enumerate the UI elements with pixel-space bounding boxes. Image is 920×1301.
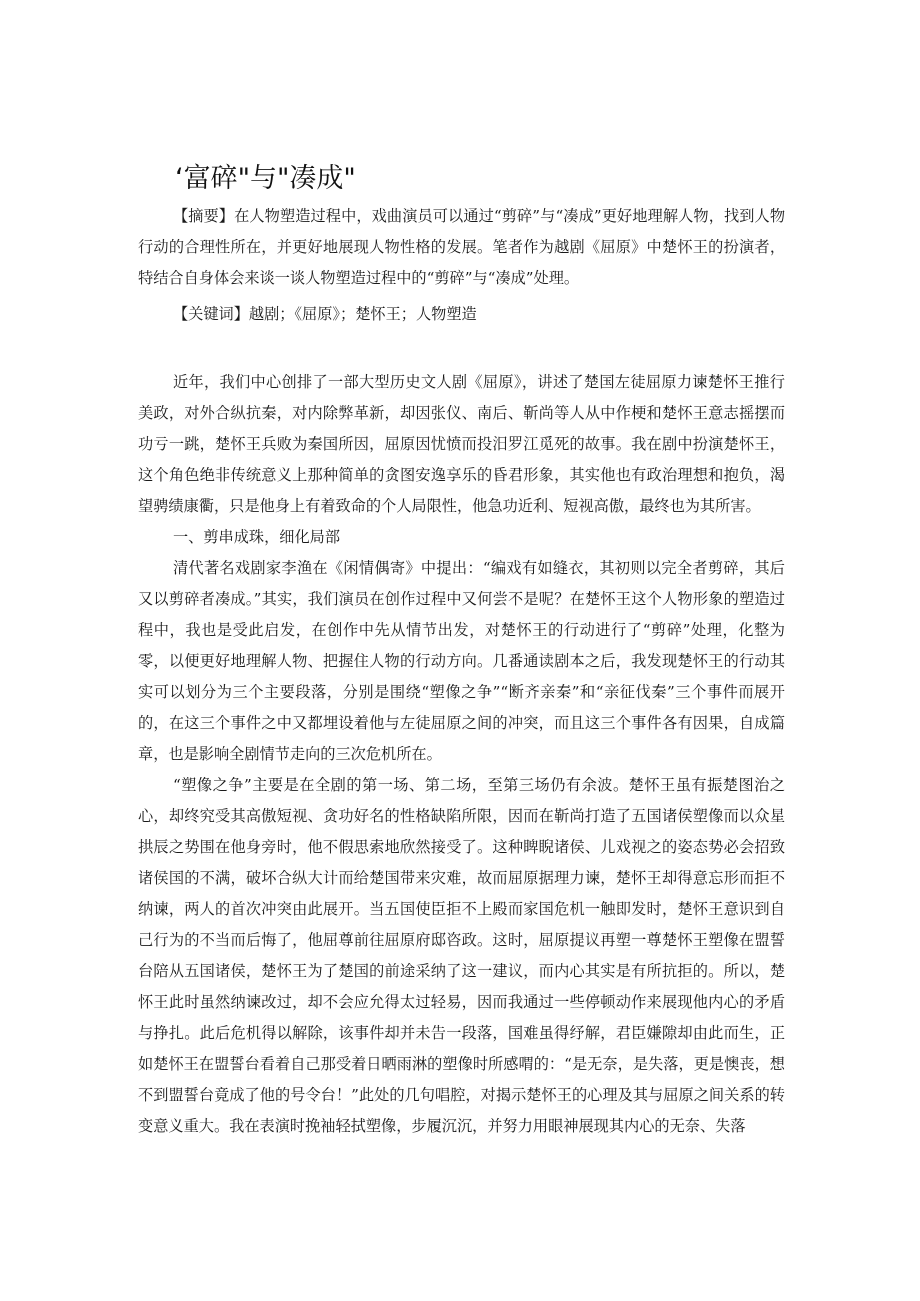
section-heading-1: 一、剪串成珠，细化局部 [172,528,341,546]
body-paragraph-statue: “塑像之争”主要是在全剧的第一场、第二场，至第三场仍有余波。楚怀王虽有振楚图治之心，却终究受其高傲短视、贪功好名的性格缺陷所限，因而在靳尚打造了五国诸侯塑像而以众星拱辰之势围在他身旁时，他不假思索地欣然接受了。这种睥睨诸侯、儿戏视之的姿态势必会招致诸侯国的不满，破坏合纵大计而给楚国带来灾难，故而屈原据理力谏，楚怀王却得意忘形而拒不纳谏，两人的首次冲突由此展开。当五国使臣拒不上殿而家国危机一触即发时，楚怀王意识到自己行为的不当而后悔了，他屈尊前往屈原府邸咨政。这时，屈原提议再塑一尊楚怀王塑像在盟誓台陪从五国诸侯，楚怀王为了楚国的前途采纳了这一建议，而内心其实是有所抗拒的。所以，楚怀王此时虽然纳谏改过，却不会应允得太过轻易，因而我通过一些停顿动作来展现他内心的矛盾与挣扎。此后危机得以解除，该事件却并未告一段落，国难虽得纾解，君臣嫌隙却由此而生，正如楚怀王在盟誓台看着自己那受着日晒雨淋的塑像时所感喟的：“是无奈，是失落，更是懊丧，想不到盟誓台竟成了他的号令台！”此处的几句唱腔，对揭示楚怀王的心理及其与屈原之间关系的转变意义重大。我在表演时挽袖轻拭塑像，步履沉沉，并努力用眼神展现其内心的无奈、失落 [138,776,785,1135]
abstract-section [138,201,785,294]
body-paragraph-intro: 近年，我们中心创排了一部大型历史文人剧《屈原》，讲述了楚国左徒屈原力谏楚怀王推行美政，对外合纵抗秦，对内除弊革新，却因张仪、南后、靳尚等人从中作梗和楚怀王意志摇摆而功亏一跳，楚怀王兵败为秦国所因，屈原因忧愤而投汨罗江觅死的故事。我在剧中扮演楚怀王，这个角色绝非传统意义上那种简单的贪图安逸享乐的昏君形象，其实他也有政治理想和抱负，渴望骋绩康衢，只是他身上有着致命的个人局限性，他急功近利、短视高傲，最终也为其所害。 [138,373,785,515]
main-body [138,367,785,1142]
abstract-label: 【摘要】 [172,207,235,225]
keywords-paragraph [138,299,785,330]
keywords-text: 越剧；《屈原》；楚怀王；人物塑造 [248,305,477,323]
keywords-label: 【关键词】 [172,305,249,323]
abstract-paragraph [138,201,785,294]
abstract-text: 在人物塑造过程中，戏曲演员可以通过“剪碎”与“凑成”更好地理解人物，找到人物行动的合理性所在，并更好地展现人物性格的发展。笔者作为越剧《屈原》中楚怀王的扮演者，特结合自身体会来谈一谈人物塑造过程中的“剪碎”与“凑成”处理。 [138,207,786,287]
document-title: ‘富碎"与"凑成" [175,163,356,195]
body-paragraph-liyu: 清代著名戏剧家李渔在《闲情偶寄》中提出：“编戏有如缝衣，其初则以完全者剪碎，其后又以剪碎者凑成。”其实，我们演员在创作过程中又何尝不是呢？在楚怀王这个人物形象的塑造过程中，我也是受此启发，在创作中先从情节出发，对楚怀王的行动进行了“剪碎”处理，化整为零，以便更好地理解人物、把握住人物的行动方向。几番通读剧本之后，我发现楚怀王的行动其实可以划分为三个主要段落，分别是围绕“塑像之争”“断齐亲秦”和“亲征伐秦”三个事件而展开的，在这三个事件之中又都埋设着他与左徒屈原之间的冲突，而且这三个事件各有因果，自成篇章，也是影响全剧情节走向的三次危机所在。 [138,559,785,763]
keywords-section [138,299,785,330]
